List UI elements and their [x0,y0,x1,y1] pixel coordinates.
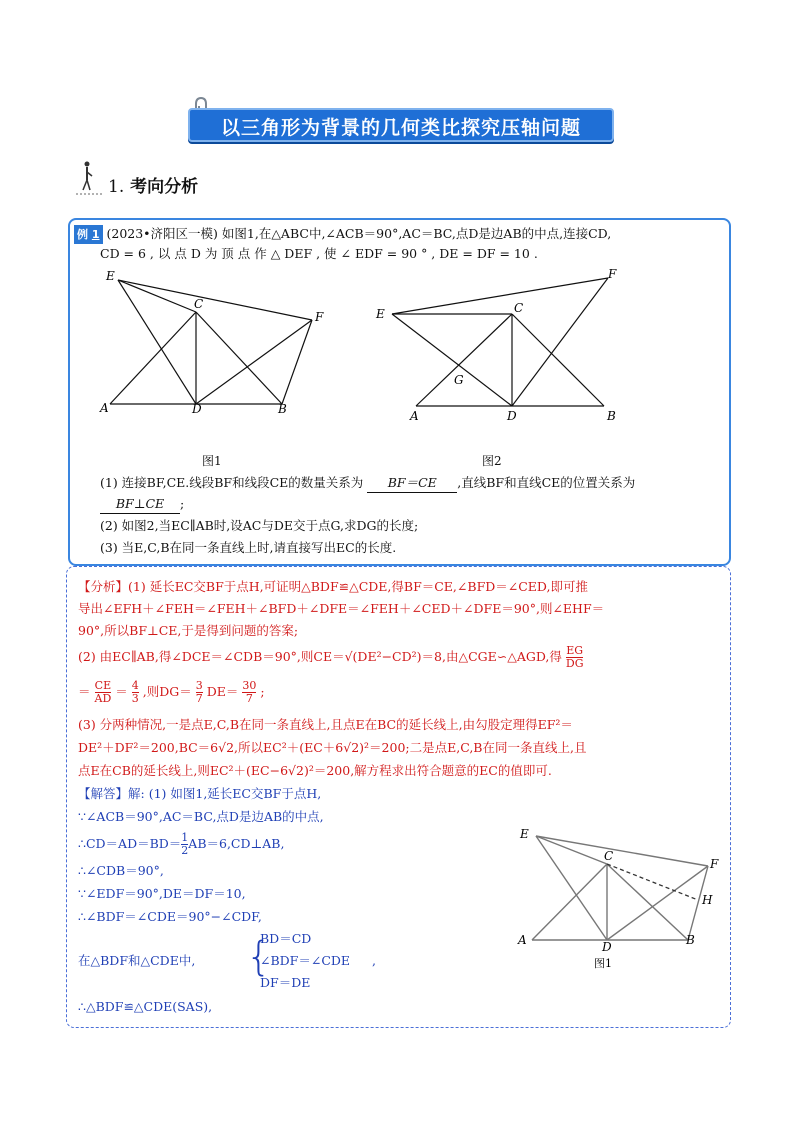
analysis-text-1: (1) 延长EC交BF于点H,可证明△BDF≌△CDE,得BF＝CE,∠BFD＝∠CED,即可推 [128,579,588,594]
question-3: (3) 当E,C,B在同一条直线上时,请直接写出EC的长度. [100,540,397,555]
q1-end: ; [180,496,185,511]
figure-2 [372,266,632,426]
banner-title: 以三角形为背景的几何类比探究压轴问题 [220,117,581,139]
solution-line-5: ∵∠EDF＝90°,DE＝DF＝10, [78,886,246,901]
fig2-label-D: D [507,409,517,423]
fig1-DE [118,280,196,404]
frac-30-7: $\frac{30}{7}$ [242,679,257,705]
example-badge: 例 1 [74,225,103,244]
question-1-cont [100,494,184,514]
section-title: 考向分析 [130,177,199,197]
figure-solution [512,824,732,972]
analysis-line-4 [78,645,718,670]
solution-line-4: ∴∠CDB＝90°, [78,863,164,878]
question-1 [100,473,726,493]
analysis-tag: 【分析】 [78,579,129,594]
fig2-DF [512,278,608,406]
fig1-label-E: E [106,269,115,283]
fig2-EF [392,278,608,314]
fig1-DF [196,320,312,404]
analysis-line-8: 点E在CB的延长线上,则EC²＋(EC−6√2)²＝200,解方程求出符合题意的EC的值即可. [78,763,552,778]
q1-answer-2: BF⊥CE [100,494,180,514]
fig2-label-A: A [410,409,419,423]
fig2-label-F: F [608,267,617,281]
analysis-line-7: DE²＋DF²＝200,BC＝6√2,所以EC²＋(EC＋6√2)²＝200;二是点E,C,B在同一条直线上,且 [78,740,587,755]
title-banner [188,108,614,142]
svg-text:B: B [686,933,695,947]
solution-tag: 【解答】 [78,786,129,801]
svg-text:F: F [710,857,719,871]
question-2: (2) 如图2,当EC∥AB时,设AC与DE交于点G,求DG的长度; [100,518,419,533]
fig2-label-C: C [514,301,524,315]
condition-2: ∠BDF＝∠CDE [260,953,351,968]
analysis-text-4: (2) 由EC∥AB,得∠DCE＝∠CDB＝90°,则CE＝√(DE²−CD²)＝8,由△CGE∽△AGD,得 [78,649,562,664]
example-line-1 [74,224,724,244]
solution-line-1 [78,783,321,804]
solution-line-3: ∴CD＝AD＝BD＝ $\frac{1}{2}$ AB＝6,CD⊥AB, [78,831,285,857]
fig2-AC [416,314,512,406]
q1-text: (1) 连接BF,CE.线段BF和线段CE的数量关系为 [100,475,364,490]
section-heading [108,172,198,197]
svg-text:D: D [602,940,612,954]
fig2-ED [392,314,512,406]
condition-1: BD＝CD [260,931,312,946]
analysis-line-5: ＝ $\frac{CE}{AD}$ ＝ $\frac{4}{3}$ ,则DG＝ $\frac{3}{7}$ DE＝ $\frac{30}{7}$ ; [78,679,265,705]
q1-answer-1: BF＝CE [367,473,457,493]
fig1-EC [118,280,196,312]
condition-3: DF＝DE [260,975,311,990]
fig1-label-A: A [100,401,109,415]
fig2-label-E: E [376,307,385,321]
fig1-label-D: D [192,402,202,416]
fig1-EF [118,280,312,320]
frac-3-7: $\frac{3}{7}$ [195,679,203,705]
solution-line-2: ∵∠ACB＝90°,AC＝BC,点D是边AB的中点, [78,809,324,824]
fig2-label-B: B [607,409,616,423]
fig1-BC [196,312,282,404]
analysis-line-6: (3) 分两种情况,一是点E,C,B在同一条直线上,且点E在BC的延长线上,由勾股定理得EF²＝ [78,717,573,732]
example-stem-2: CD = 6 , 以 点 D 为 顶 点 作 △ DEF , 使 ∠ EDF = 90 ° , DE = DF = 10 . [100,246,538,261]
solution-line-6: ∴∠BDF＝∠CDE＝90°−∠CDF, [78,909,262,924]
q1-mid-text: ,直线BF和直线CE的位置关系为 [457,475,636,490]
frac-ce-ad: $\frac{CE}{AD}$ [94,679,112,705]
svg-text:C: C [604,849,614,863]
svg-text:A: A [518,933,527,947]
solution-line-8: ∴△BDF≌△CDE(SAS), [78,999,213,1014]
fig1-label-B: B [278,402,287,416]
fig2-label-G: G [454,373,464,387]
fig3-dashed-CH [607,864,698,900]
fig1-label-F: F [315,310,324,324]
figure-solution-caption: 图1 [594,957,612,970]
figure-2-caption: 图2 [482,454,502,468]
frac-eg-dg: $\frac{EG}{DG}$ [565,644,584,670]
svg-text:H: H [702,893,713,907]
example-stem-1: (2023•济阳区一模) 如图1,在△ABC中,∠ACB＝90°,AC＝BC,点D是边AB的中点,连接CD, [106,226,612,241]
solution-text-1: 解: (1) 如图1,延长EC交BF于点H, [128,786,322,801]
fig1-label-C: C [194,297,204,311]
fig1-FB [282,320,312,404]
reading-figure-icon [74,160,104,196]
frac-4-3: $\frac{4}{3}$ [131,679,139,705]
figure-1-caption: 图1 [202,454,222,468]
brace-icon: { [246,934,272,980]
analysis-line-1 [78,576,718,597]
section-number: 1. [108,177,125,197]
analysis-line-2: 导出∠EFH＋∠FEH＝∠FEH＋∠BFD＋∠DFE＝∠FEH＋∠CED＋∠DFE＝90°,则∠EHF＝ [78,601,605,616]
frac-1-2: $\frac{1}{2}$ [181,831,189,857]
fig2-BC [512,314,604,406]
fig1-AC [110,312,196,404]
figure-1 [96,266,336,426]
solution-text-7: 在△BDF和△CDE中, [78,953,196,968]
analysis-line-3: 90°,所以BF⊥CE,于是得到问题的答案; [78,623,299,638]
svg-text:E: E [520,827,529,841]
